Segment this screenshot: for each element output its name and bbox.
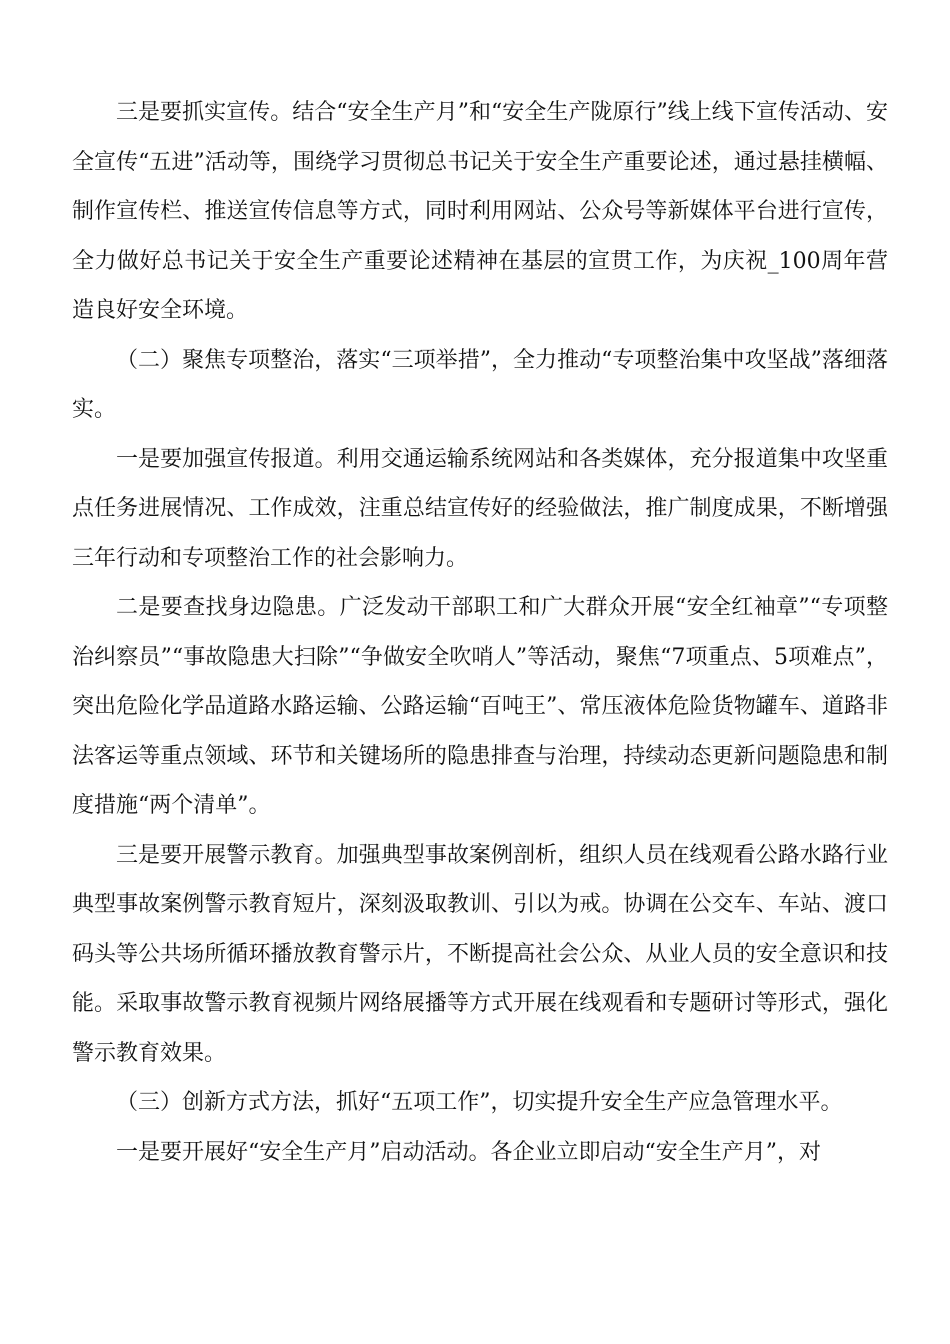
paragraph-hidden-dangers: 二是要查找身边隐患。广泛发动干部职工和广大群众开展“安全红袖章”“专项整治纠察员”“事故隐患大扫除”“争做安全吹哨人”等活动，聚焦“7项重点、5项难点”，突出危险化学品道路水路运输、公路运输“百吨王”、常压液体危险货物罐车、道路非法客运等重点领域、环节和关键场所的隐患排查与治理，持续动态更新问题隐患和制度措施“两个清单”。 <box>72 595 888 818</box>
paragraph-warning-education: 三是要开展警示教育。加强典型事故案例剖析，组织人员在线观看公路水路行业典型事故案例警示教育短片，深刻汲取教训、引以为戒。协调在公交车、车站、渡口码头等公共场所循环播放教育警示片，不断提高社会公众、从业人员的安全意识和技能。采取事故警示教育视频片网络展播等方式开展在线观看和专题研讨等形式，强化警示教育效果。 <box>72 842 888 1066</box>
heading-special-rectification: （二）聚焦专项整治，落实“三项举措”，全力推动“专项整治集中攻坚战”落细落实。 <box>72 347 888 422</box>
paragraph-safety-month-launch: 一是要开展好“安全生产月”启动活动。各企业立即启动“安全生产月”，对 <box>116 1139 821 1165</box>
paragraph-news-reporting: 一是要加强宣传报道。利用交通运输系统网站和各类媒体，充分报道集中攻坚重点任务进展情况、工作成效，注重总结宣传好的经验做法，推广制度成果，不断增强三年行动和专项整治工作的社会影响力。 <box>72 446 888 571</box>
heading-innovation-methods: （三）创新方式方法，抓好“五项工作”，切实提升安全生产应急管理水平。 <box>116 1090 843 1115</box>
document-body <box>72 88 888 1177</box>
paragraph-publicity: 三是要抓实宣传。结合“安全生产月”和“安全生产陇原行”线上线下宣传活动、安全宣传“五进”活动等，围绕学习贯彻总书记关于安全生产重要论述，通过悬挂横幅、制作宣传栏、推送宣传信息等方式，同时利用网站、公众号等新媒体平台进行宣传，全力做好总书记关于安全生产重要论述精神在基层的宣贯工作，为庆祝_100周年营造良好安全环境。 <box>72 100 888 323</box>
